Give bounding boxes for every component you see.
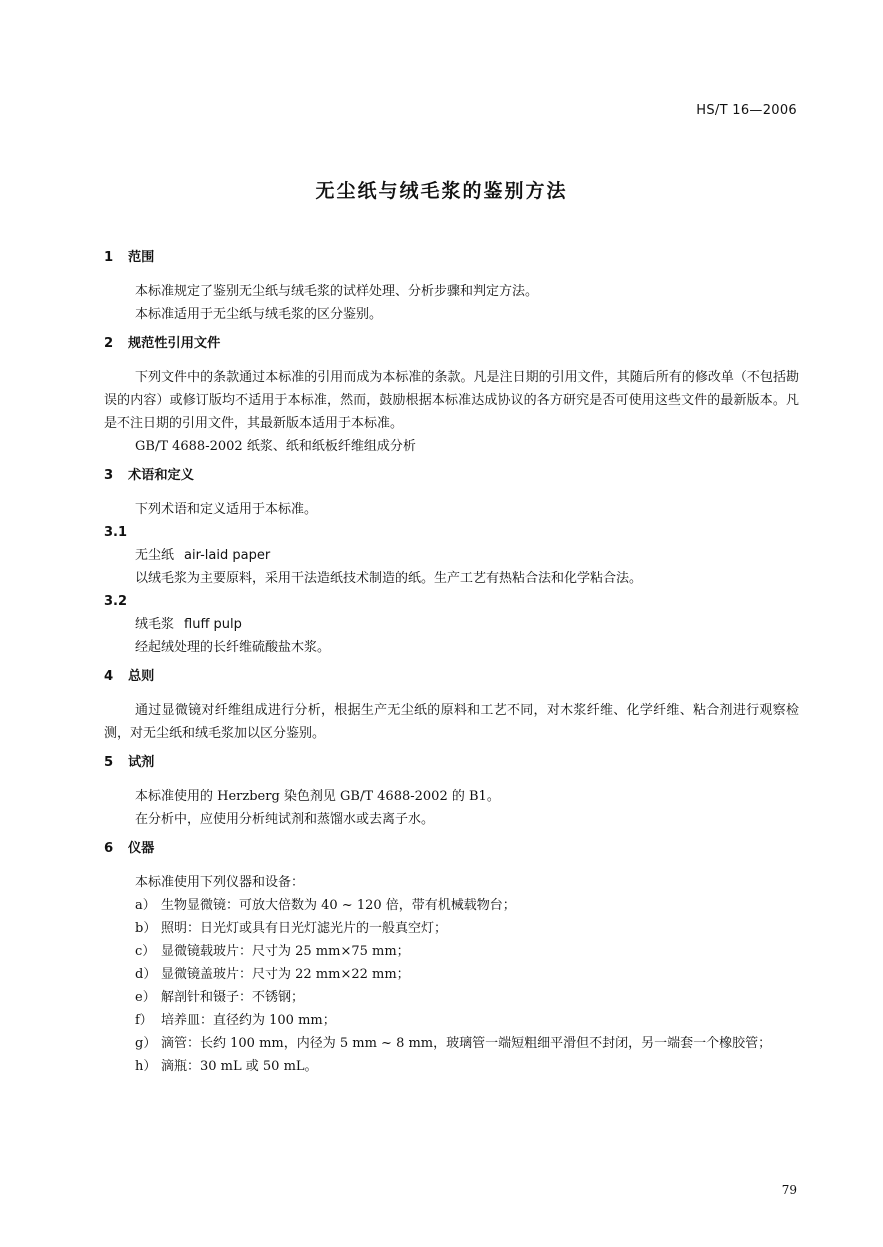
paragraph: 下列术语和定义适用于本标准。 [135, 502, 318, 517]
section-number: 6 [104, 841, 114, 856]
term-entry [104, 613, 799, 636]
section-heading-6 [104, 838, 799, 871]
section-title: 范围 [128, 250, 155, 265]
referenced-document: GB/T 4688-2002 纸浆、纸和纸板纤维组成分析 [135, 439, 416, 454]
paragraph: 下列文件中的条款通过本标准的引用而成为本标准的条款。凡是注日期的引用文件，其随后所有的修改单（不包括勘误的内容）或修订版均不适用于本标准，然而，鼓励根据本标准达成协议的各方研究是否可使用这些文件的最新版本。凡是不注日期的引用文件，其最新版本适用于本标准。 [104, 370, 799, 431]
term-english: fluff pulp [184, 617, 242, 632]
paragraph: 通过显微镜对纤维组成进行分析，根据生产无尘纸的原料和工艺不同，对木浆纤维、化学纤维、粘合剂进行观察检测，对无尘纸和绒毛浆加以区分鉴别。 [104, 703, 799, 741]
subsection-number: 3.2 [104, 594, 128, 609]
section-title: 试剂 [128, 755, 155, 770]
section-title: 仪器 [128, 841, 155, 856]
list-item [104, 894, 799, 917]
section-number: 1 [104, 250, 114, 265]
list-item [104, 986, 799, 1009]
list-text: 照明：日光灯或具有日光灯滤光片的一般真空灯； [161, 921, 448, 936]
section-heading-5 [104, 752, 799, 785]
section-title: 术语和定义 [128, 468, 194, 483]
list-marker: f） [135, 1013, 153, 1028]
term-chinese: 绒毛浆 [135, 617, 175, 632]
list-text: 生物显微镜：可放大倍数为 40 ~ 120 倍，带有机械载物台； [161, 898, 516, 913]
list-marker: a） [135, 898, 156, 913]
section-number: 3 [104, 468, 114, 483]
term-definition: 以绒毛浆为主要原料，采用干法造纸技术制造的纸。生产工艺有热粘合法和化学粘合法。 [135, 571, 643, 586]
list-item [104, 940, 799, 963]
document-code: HS/T 16—2006 [696, 103, 797, 118]
paragraph: 本标准使用的 Herzberg 染色剂见 GB/T 4688-2002 的 B1。 [135, 789, 500, 804]
list-text: 培养皿：直径约为 100 mm； [161, 1013, 336, 1028]
section-heading-4 [104, 666, 799, 699]
section-heading-1 [104, 247, 799, 280]
section-heading-2 [104, 333, 799, 366]
list-text: 显微镜载玻片：尺寸为 25 mm×75 mm； [161, 944, 410, 959]
section-title: 规范性引用文件 [128, 336, 221, 351]
page-title: 无尘纸与绒毛浆的鉴别方法 [315, 180, 568, 202]
document-body [104, 247, 799, 1078]
page-number: 79 [781, 1183, 797, 1197]
paragraph: 本标准规定了鉴别无尘纸与绒毛浆的试样处理、分析步骤和判定方法。 [135, 284, 539, 299]
list-text: 解剖针和镊子：不锈钢； [161, 990, 305, 1005]
list-marker: b） [135, 921, 157, 936]
section-number: 4 [104, 669, 114, 684]
list-item [104, 1009, 799, 1032]
list-marker: e） [135, 990, 156, 1005]
list-marker: d） [135, 967, 157, 982]
term-definition: 经起绒处理的长纤维硫酸盐木浆。 [135, 640, 331, 655]
list-item [104, 917, 799, 940]
list-text: 滴管：长约 100 mm，内径为 5 mm ~ 8 mm，玻璃管一端短粗细平滑但不封闭，另一端套一个橡胶管； [161, 1036, 772, 1051]
list-text: 滴瓶：30 mL 或 50 mL。 [161, 1059, 318, 1074]
list-item [104, 963, 799, 986]
paragraph: 本标准适用于无尘纸与绒毛浆的区分鉴别。 [135, 307, 383, 322]
term-chinese: 无尘纸 [135, 548, 175, 563]
section-number: 2 [104, 336, 114, 351]
section-title: 总则 [128, 669, 155, 684]
list-marker: h） [135, 1059, 157, 1074]
list-text: 显微镜盖玻片：尺寸为 22 mm×22 mm； [161, 967, 410, 982]
paragraph: 在分析中，应使用分析纯试剂和蒸馏水或去离子水。 [135, 812, 435, 827]
paragraph: 本标准使用下列仪器和设备： [135, 875, 305, 890]
list-marker: g） [135, 1036, 157, 1051]
section-heading-3 [104, 465, 799, 498]
subsection-number: 3.1 [104, 525, 128, 540]
list-marker: c） [135, 944, 156, 959]
list-item [104, 1055, 799, 1078]
section-number: 5 [104, 755, 114, 770]
term-entry [104, 544, 799, 567]
term-english: air-laid paper [184, 548, 271, 563]
list-item [104, 1032, 799, 1055]
